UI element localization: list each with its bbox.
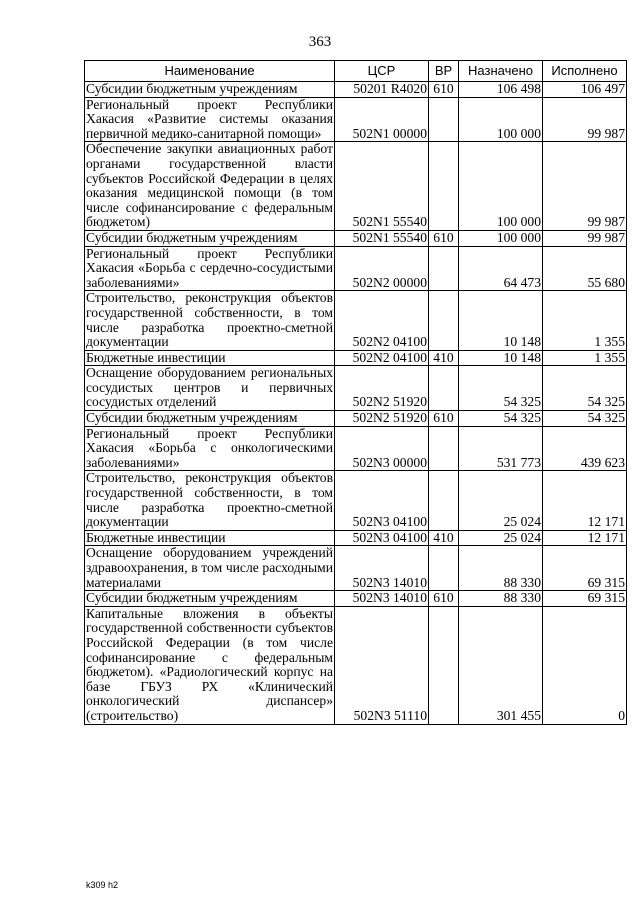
row-csr: 502N2 51920 bbox=[335, 366, 429, 411]
header-executed: Исполнено bbox=[543, 61, 627, 82]
row-name: Субсидии бюджетным учреждениям bbox=[85, 411, 335, 427]
row-assigned: 531 773 bbox=[459, 426, 543, 471]
row-assigned: 88 330 bbox=[459, 546, 543, 591]
row-name: Оснащение оборудованием учреждений здравоохранения, в том числе расходными материалами bbox=[86, 545, 333, 590]
table-row bbox=[85, 471, 627, 530]
row-vr: 410 bbox=[429, 350, 459, 366]
row-assigned: 88 330 bbox=[459, 591, 543, 607]
row-csr: 502N3 14010 bbox=[335, 546, 429, 591]
header-vr: ВР bbox=[429, 61, 459, 82]
row-csr: 502N3 04100 bbox=[335, 530, 429, 546]
row-vr bbox=[429, 291, 459, 350]
table-row bbox=[85, 366, 627, 411]
table-row bbox=[85, 142, 627, 231]
row-executed: 99 987 bbox=[543, 230, 627, 246]
row-assigned: 106 498 bbox=[459, 82, 543, 98]
row-executed: 1 355 bbox=[543, 291, 627, 350]
row-name: Оснащение оборудованием региональных сосудистых центров и первичных сосудистых отделений bbox=[86, 365, 333, 410]
row-name: Бюджетные инвестиции bbox=[85, 350, 335, 366]
row-assigned: 100 000 bbox=[459, 97, 543, 142]
header-assigned: Назначено bbox=[459, 61, 543, 82]
row-assigned: 301 455 bbox=[459, 606, 543, 724]
table-row bbox=[85, 350, 627, 366]
row-name: Региональный проект Республики Хакасия «Борьба с сердечно-сосудистыми заболеваниями» bbox=[86, 245, 333, 290]
page-number: 363 bbox=[308, 34, 332, 50]
row-name: Субсидии бюджетным учреждениям bbox=[85, 591, 335, 607]
row-name: Строительство, реконструкция объектов государственной собственности, в том числе разработка проектно-сметной документации bbox=[86, 290, 333, 350]
row-name: Обеспечение закупки авиационных работ органами государственной власти субъектов Российской Федерации в целях оказания медицинской помощи (в том числе софинансирование с федеральным бюджетом) bbox=[86, 141, 333, 230]
row-vr: 610 bbox=[429, 411, 459, 427]
table-row bbox=[85, 426, 627, 471]
table-row bbox=[85, 530, 627, 546]
row-executed: 439 623 bbox=[543, 426, 627, 471]
table-row bbox=[85, 230, 627, 246]
row-executed: 69 315 bbox=[543, 591, 627, 607]
footer-code: k309 h2 bbox=[86, 880, 119, 890]
row-vr: 610 bbox=[429, 591, 459, 607]
row-executed: 12 171 bbox=[543, 530, 627, 546]
row-csr: 502N3 00000 bbox=[335, 426, 429, 471]
table-row bbox=[85, 82, 627, 98]
row-vr bbox=[429, 246, 459, 291]
table-row bbox=[85, 546, 627, 591]
table-row bbox=[85, 591, 627, 607]
row-vr bbox=[429, 471, 459, 530]
row-vr bbox=[429, 142, 459, 231]
row-assigned: 100 000 bbox=[459, 142, 543, 231]
row-assigned: 25 024 bbox=[459, 471, 543, 530]
row-executed: 12 171 bbox=[543, 471, 627, 530]
row-executed: 55 680 bbox=[543, 246, 627, 291]
row-name: Региональный проект Республики Хакасия «Борьба с онкологическими заболеваниями» bbox=[86, 425, 333, 470]
row-assigned: 64 473 bbox=[459, 246, 543, 291]
row-executed: 69 315 bbox=[543, 546, 627, 591]
row-vr bbox=[429, 546, 459, 591]
row-assigned: 54 325 bbox=[459, 411, 543, 427]
row-executed: 54 325 bbox=[543, 411, 627, 427]
table-row bbox=[85, 246, 627, 291]
row-executed: 1 355 bbox=[543, 350, 627, 366]
table-row bbox=[85, 606, 627, 724]
table-row bbox=[85, 411, 627, 427]
row-assigned: 10 148 bbox=[459, 291, 543, 350]
row-csr: 502N2 04100 bbox=[335, 291, 429, 350]
table-row bbox=[85, 97, 627, 142]
row-csr: 502N3 14010 bbox=[335, 591, 429, 607]
row-vr: 610 bbox=[429, 82, 459, 98]
row-vr bbox=[429, 606, 459, 724]
table-body bbox=[85, 82, 627, 725]
table-header-row bbox=[85, 61, 627, 82]
row-csr: 502N3 04100 bbox=[335, 471, 429, 530]
row-vr: 610 bbox=[429, 230, 459, 246]
row-csr: 502N1 00000 bbox=[335, 97, 429, 142]
row-vr bbox=[429, 97, 459, 142]
row-executed: 54 325 bbox=[543, 366, 627, 411]
header-name: Наименование bbox=[85, 61, 335, 82]
row-csr: 502N2 51920 bbox=[335, 411, 429, 427]
table-row bbox=[85, 291, 627, 350]
row-executed: 106 497 bbox=[543, 82, 627, 98]
row-name: Региональный проект Республики Хакасия «Развитие системы оказания первичной медико-санитарной помощи» bbox=[86, 96, 333, 141]
row-assigned: 54 325 bbox=[459, 366, 543, 411]
row-assigned: 100 000 bbox=[459, 230, 543, 246]
row-assigned: 25 024 bbox=[459, 530, 543, 546]
row-name: Субсидии бюджетным учреждениям bbox=[85, 230, 335, 246]
row-csr: 50201 R4020 bbox=[335, 82, 429, 98]
row-executed: 99 987 bbox=[543, 142, 627, 231]
row-vr: 410 bbox=[429, 530, 459, 546]
row-csr: 502N2 00000 bbox=[335, 246, 429, 291]
row-assigned: 10 148 bbox=[459, 350, 543, 366]
row-vr bbox=[429, 366, 459, 411]
row-name: Субсидии бюджетным учреждениям bbox=[85, 82, 335, 98]
row-csr: 502N1 55540 bbox=[335, 230, 429, 246]
header-csr: ЦСР bbox=[335, 61, 429, 82]
row-executed: 0 bbox=[543, 606, 627, 724]
row-name: Бюджетные инвестиции bbox=[85, 530, 335, 546]
row-name: Капитальные вложения в объекты государственной собственности субъектов Российской Федерации (в том числе софинансирование с федеральным бюджетом). «Радиологический корпус на базе ГБУЗ РХ «Клинический онкологический диспансер» (строительство) bbox=[86, 605, 333, 723]
row-executed: 99 987 bbox=[543, 97, 627, 142]
row-csr: 502N3 51110 bbox=[335, 606, 429, 724]
row-csr: 502N1 55540 bbox=[335, 142, 429, 231]
budget-table bbox=[84, 60, 627, 725]
row-vr bbox=[429, 426, 459, 471]
row-csr: 502N2 04100 bbox=[335, 350, 429, 366]
row-name: Строительство, реконструкция объектов государственной собственности, в том числе разработка проектно-сметной документации bbox=[86, 470, 333, 530]
